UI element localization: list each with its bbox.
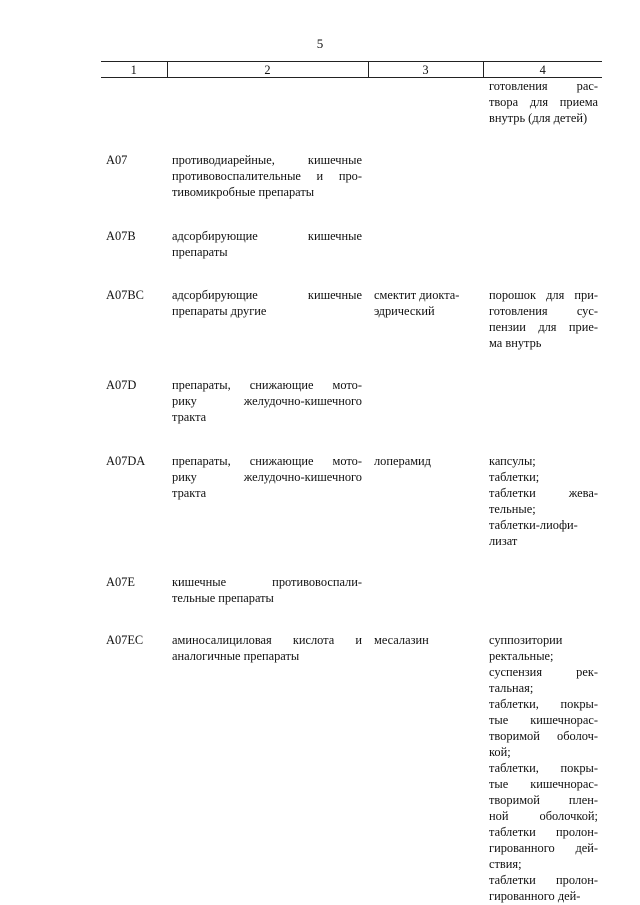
form-line: тые кишечнорас-	[489, 713, 598, 727]
code-cell: A07BC	[106, 288, 144, 302]
name-line: кишечные противовоспали-	[172, 575, 362, 589]
form-cell	[483, 574, 602, 632]
form-line: ной оболочкой;	[489, 809, 598, 823]
form-line: твора для приема	[489, 95, 598, 109]
name-cell	[167, 78, 368, 153]
form-cell	[483, 287, 602, 377]
form-line: внутрь (для детей)	[489, 111, 588, 125]
form-cell	[483, 377, 602, 453]
inn-line: месалазин	[374, 633, 429, 647]
drug-table	[101, 61, 602, 904]
form-cell	[483, 632, 602, 904]
name-cell	[167, 287, 368, 377]
inn-cell	[368, 574, 483, 632]
name-cell	[167, 152, 368, 228]
inn-cell	[368, 453, 483, 574]
column-header-3: 3	[368, 62, 483, 78]
name-line: адсорбирующие кишечные	[172, 288, 362, 302]
code-cell	[101, 78, 167, 153]
code-cell: A07EC	[106, 633, 144, 647]
inn-line: смектит диокта-	[374, 288, 460, 302]
header-row	[101, 62, 602, 78]
name-line: тельные препараты	[172, 591, 274, 605]
name-cell	[167, 377, 368, 453]
name-line: препараты	[172, 245, 228, 259]
name-line: противодиарейные, кишечные	[172, 153, 362, 167]
form-line: творимой оболоч-	[489, 729, 598, 743]
table-row	[101, 152, 602, 228]
form-line: лизат	[489, 534, 518, 548]
name-line: противовоспалительные и про-	[172, 169, 362, 183]
form-line: капсулы;	[489, 454, 536, 468]
code-cell: A07D	[106, 378, 137, 392]
form-line: таблетки;	[489, 470, 540, 484]
form-line: таблетки, покры-	[489, 761, 598, 775]
table-row	[101, 632, 602, 904]
inn-cell	[368, 228, 483, 287]
name-line: тивомикробные препараты	[172, 185, 315, 199]
form-cell	[483, 453, 602, 574]
name-line: препараты другие	[172, 304, 267, 318]
inn-cell	[368, 152, 483, 228]
form-line: тельные;	[489, 502, 536, 516]
table-row	[101, 377, 602, 453]
form-cell	[483, 228, 602, 287]
form-line: тальная;	[489, 681, 534, 695]
form-line: готовления сус-	[489, 304, 598, 318]
name-line: препараты, снижающие мото-	[172, 454, 362, 468]
form-line: таблетки жева-	[489, 486, 598, 500]
name-line: препараты, снижающие мото-	[172, 378, 362, 392]
form-line: ректальные;	[489, 649, 554, 663]
form-cell	[483, 152, 602, 228]
inn-cell	[368, 287, 483, 377]
name-cell	[167, 632, 368, 904]
form-line: ма внутрь	[489, 336, 542, 350]
name-cell	[167, 453, 368, 574]
name-line: тракта	[172, 486, 207, 500]
table-row	[101, 228, 602, 287]
code-cell: A07E	[106, 575, 135, 589]
form-line: таблетки пролон-	[489, 825, 598, 839]
name-cell	[167, 228, 368, 287]
form-line: гированного дей-	[489, 841, 598, 855]
form-line: таблетки-лиофи-	[489, 518, 578, 532]
continuation-row	[101, 78, 602, 153]
form-cell	[483, 78, 602, 153]
name-cell	[167, 574, 368, 632]
name-line: аналогичные препараты	[172, 649, 300, 663]
form-line: тые кишечнорас-	[489, 777, 598, 791]
form-line: ствия;	[489, 857, 522, 871]
form-line: творимой плен-	[489, 793, 598, 807]
form-line: таблетки пролон-	[489, 873, 598, 887]
form-line: гированного дей-	[489, 889, 581, 903]
inn-cell	[368, 377, 483, 453]
inn-line: лоперамид	[374, 454, 431, 468]
inn-cell	[368, 632, 483, 904]
column-header-2: 2	[167, 62, 368, 78]
name-line: рику желудочно-кишечного	[172, 394, 362, 408]
code-cell: A07B	[106, 229, 136, 243]
inn-cell	[368, 78, 483, 153]
name-line: аминосалициловая кислота и	[172, 633, 362, 647]
code-cell: A07DA	[106, 454, 146, 468]
form-line: таблетки, покры-	[489, 697, 598, 711]
table-row	[101, 287, 602, 377]
table-row	[101, 574, 602, 632]
form-line: порошок для при-	[489, 288, 598, 302]
name-line: адсорбирующие кишечные	[172, 229, 362, 243]
name-line: рику желудочно-кишечного	[172, 470, 362, 484]
inn-line: эдрический	[374, 304, 435, 318]
code-cell: A07	[106, 153, 128, 167]
column-header-4: 4	[483, 62, 602, 78]
form-line: готовления рас-	[489, 79, 598, 93]
page-number: 5	[316, 36, 324, 51]
column-header-1: 1	[101, 62, 167, 78]
table-row	[101, 453, 602, 574]
form-line: пензии для прие-	[489, 320, 598, 334]
form-line: суспензия рек-	[489, 665, 598, 679]
form-line: кой;	[489, 745, 511, 759]
name-line: тракта	[172, 410, 207, 424]
form-line: суппозитории	[489, 633, 563, 647]
